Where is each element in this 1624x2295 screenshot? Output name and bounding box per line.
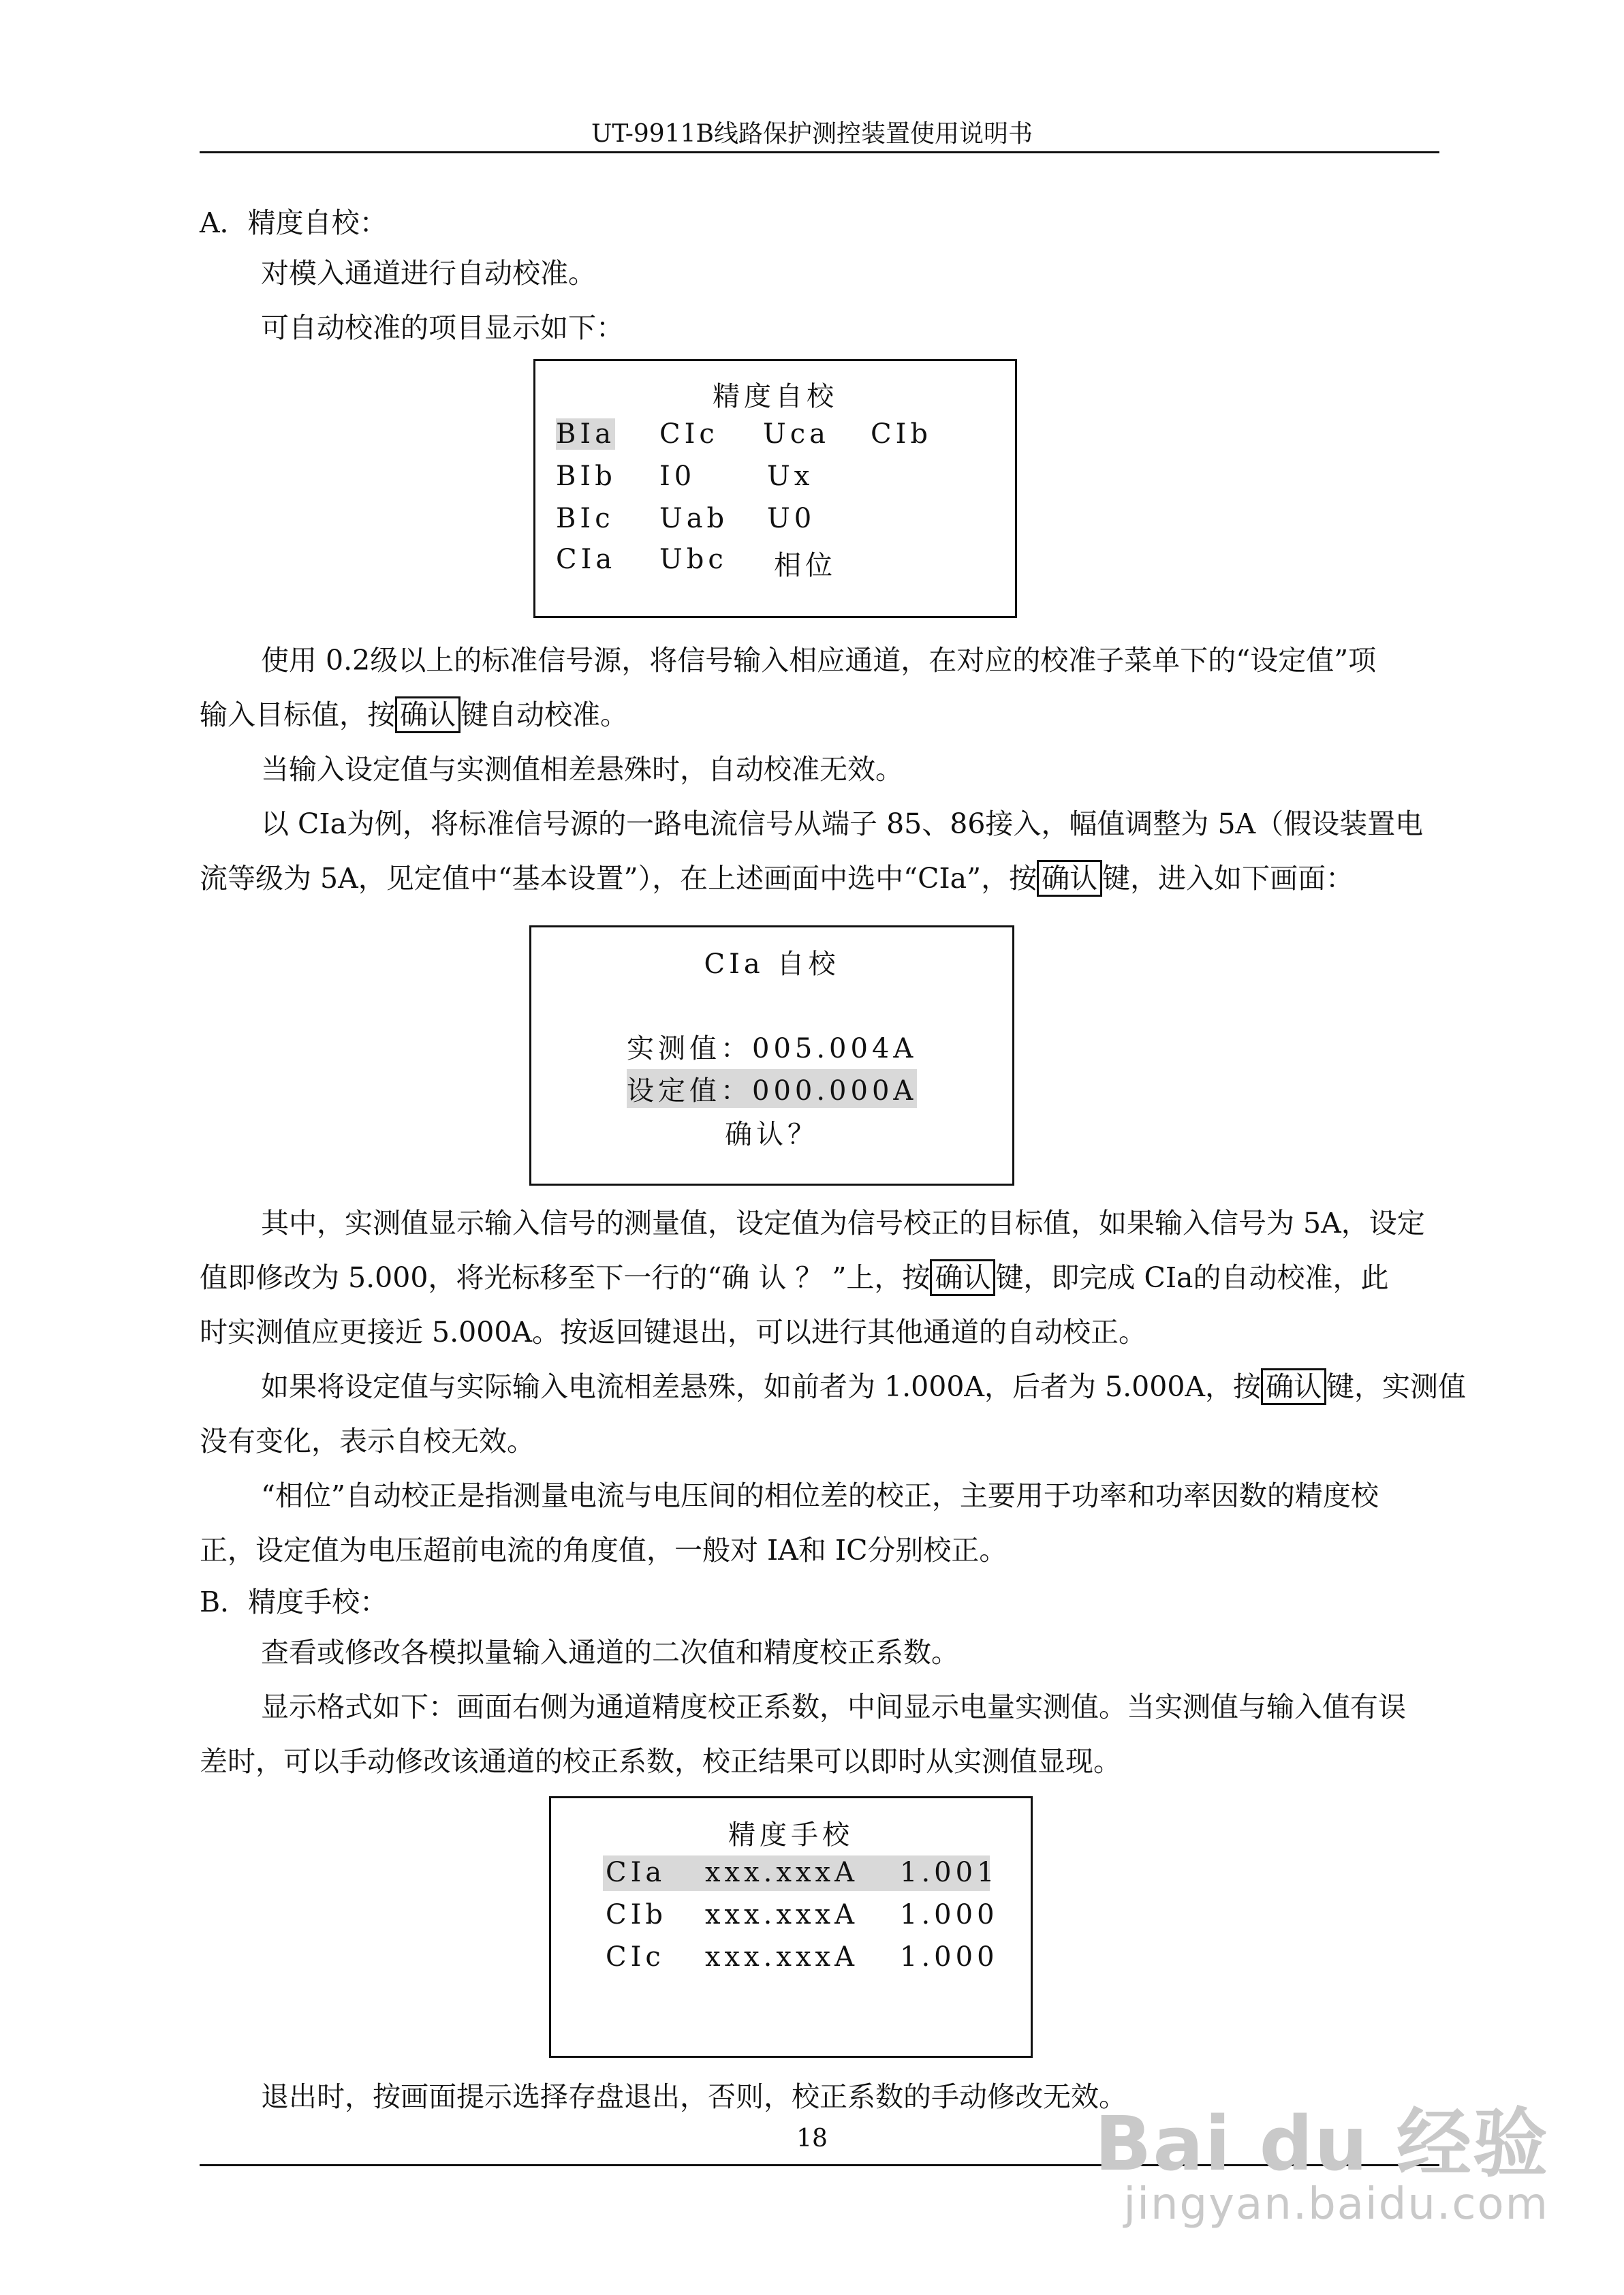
confirm-key-label: 确认 [1261,1368,1326,1405]
screen-item[interactable]: Ux [767,461,814,492]
section-a-paragraph-4: 当输入设定值与实测值相差悬殊时，自动校准无效。 [261,753,903,786]
section-b-heading: B．精度手校： [200,1586,388,1618]
section-a-paragraph-5-line-1: 以 CIa为例，将标准信号源的一路电流信号从端子 85、86接入，幅值调整为 5A（假设装置电 [261,807,1424,840]
section-a-paragraph-7-line-2: 没有变化，表示自校无效。 [200,1425,535,1458]
confirm-key-label: 确认 [395,696,460,733]
section-a-paragraph-8-line-1: “相位”自动校正是指测量电流与电压间的相位差的校正，主要用于功率和功率因数的精度校 [261,1479,1379,1512]
section-a-paragraph-1: 对模入通道进行自动校准。 [261,257,596,290]
screen-item[interactable]: Ubc [659,544,728,575]
baidu-jingyan-watermark-logo: Bai du 经验 [1094,2100,1549,2187]
setpoint-value-field[interactable]: 设定值：000.000A [627,1069,917,1108]
screen-title: CIa 自校 [704,949,840,980]
section-a-paragraph-5-line-2 [200,856,1354,896]
channel-name[interactable]: CIb [606,1899,668,1930]
measured-value-line: 实测值：005.004A [627,1033,918,1064]
channel-name[interactable]: CIc [606,1941,665,1973]
document-header-title: UT-9911B线路保护测控装置使用说明书 [591,120,1033,148]
section-a-paragraph-6-line-3: 时实测值应更接近 5.000A。按返回键退出，可以进行其他通道的自动校正。 [200,1316,1147,1349]
section-a-paragraph-7-line-1 [261,1364,1466,1404]
section-b-paragraph-1: 查看或修改各模拟量输入通道的二次值和精度校正系数。 [261,1636,959,1669]
measured-value: xxx.xxxA [705,1941,858,1973]
page-number: 18 [796,2125,828,2153]
screen-item[interactable]: Uca [763,418,830,450]
section-b-paragraph-2-line-1: 显示格式如下：画面右侧为通道精度校正系数，中间显示电量实测值。当实测值与输入值有误 [261,1691,1406,1723]
section-a-paragraph-3-line-2 [200,692,628,733]
screen-item[interactable]: BIc [556,503,614,534]
correction-coefficient[interactable]: 1.001 [900,1857,999,1888]
text-fragment: 值即修改为 5.000，将光标移至下一行的“确 认 ？ ”上，按 [200,1261,931,1294]
section-b-paragraph-3: 退出时，按画面提示选择存盘退出，否则，校正系数的手动修改无效。 [261,2080,1127,2113]
section-a-paragraph-3-line-1: 使用 0.2级以上的标准信号源，将信号输入相应通道，在对应的校准子菜单下的“设定值”项 [261,644,1377,677]
text-fragment: 流等级为 5A，见定值中“基本设置”），在上述画面中选中“CIa”，按 [200,862,1037,895]
baidu-jingyan-watermark-url: jingyan.baidu.com [1123,2179,1549,2230]
confirm-key-label: 确认 [1037,860,1102,897]
section-a-paragraph-6-line-2 [200,1255,1388,1295]
screen-title: 精度自校 [713,381,838,412]
text-fragment: 输入目标值，按 [200,698,395,731]
screen-item-phase[interactable]: 相位 [774,550,837,581]
section-a-heading: A．精度自校： [200,206,388,239]
measured-value: xxx.xxxA [705,1857,858,1888]
lcd-screen-manual-calibration [549,1796,1033,2058]
text-fragment: 键自动校准。 [460,698,628,731]
screen-item[interactable]: I0 [659,461,696,492]
section-a-paragraph-8-line-2: 正，设定值为电压超前电流的角度值，一般对 IA和 IC分别校正。 [200,1534,1008,1567]
section-a-paragraph-6-line-1: 其中，实测值显示输入信号的测量值，设定值为信号校正的目标值，如果输入信号为 5A，设定 [261,1207,1425,1239]
confirm-key-label: 确认 [930,1259,995,1296]
section-a-paragraph-2: 可自动校准的项目显示如下： [261,311,624,344]
text-fragment: 键，实测值 [1326,1370,1467,1403]
text-fragment: 如果将设定值与实际输入电流相差悬殊，如前者为 1.000A，后者为 5.000A，按 [261,1370,1262,1403]
screen-item[interactable]: Uab [659,503,729,534]
screen-item[interactable]: BIb [556,461,616,492]
section-b-paragraph-2-line-2: 差时，可以手动修改该通道的校正系数，校正结果可以即时从实测值显现。 [200,1745,1121,1778]
correction-coefficient[interactable]: 1.000 [900,1941,999,1973]
measured-value: xxx.xxxA [705,1899,858,1930]
lcd-screen-auto-calibration [533,359,1017,618]
confirm-prompt[interactable]: 确认？ [725,1119,819,1150]
text-fragment: 键，进入如下画面： [1102,862,1354,895]
correction-coefficient[interactable]: 1.000 [900,1899,999,1930]
screen-item[interactable]: CIa [556,544,616,575]
screen-title: 精度手校 [728,1819,854,1851]
screen-item[interactable]: CIc [659,418,719,450]
screen-item[interactable]: CIb [871,418,933,450]
header-rule [200,151,1439,153]
lcd-screen-cia-calibration [529,925,1014,1186]
screen-item-selected[interactable]: BIa [556,418,616,450]
channel-name[interactable]: CIa [606,1857,666,1888]
text-fragment: 键，即完成 CIa的自动校准，此 [995,1261,1389,1294]
screen-item[interactable]: U0 [767,503,816,534]
